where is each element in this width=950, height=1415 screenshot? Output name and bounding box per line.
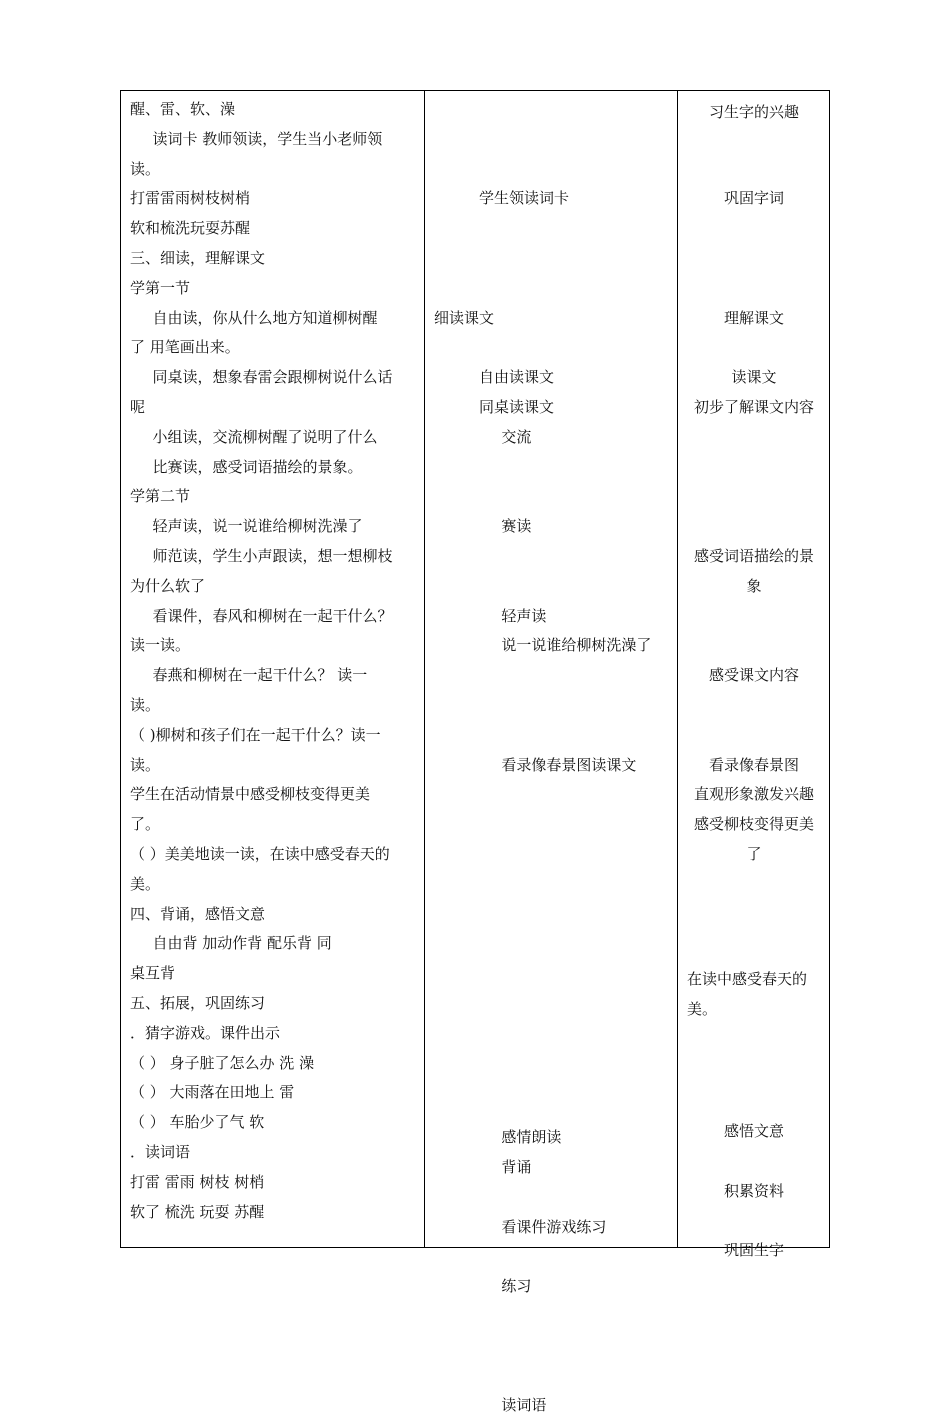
text-line: 感情朗读 — [501, 1128, 562, 1147]
text-line: 打雷 雷雨 树枝 树梢 — [130, 1172, 265, 1191]
text-line: 了 用笔画出来。 — [130, 338, 240, 357]
text-line: 背诵 — [501, 1157, 532, 1176]
text-line: 打雷雷雨树枝树梢 — [130, 189, 251, 208]
text-line: 巩固生字 — [723, 1241, 784, 1260]
text-line: 学第一节 — [130, 278, 191, 297]
text-line: 理解课文 — [723, 308, 784, 327]
text-line: 积累资料 — [723, 1181, 784, 1200]
text-line: 交流 — [501, 427, 532, 446]
text-line: 读。 — [130, 159, 161, 178]
text-line: （ )柳树和孩子们在一起干什么？读一 — [130, 725, 381, 744]
text-line: 醒、雷、软、澡 — [130, 100, 236, 118]
text-line: 感受词语描绘的景 — [693, 547, 814, 565]
text-line: 软了 梳洗 玩耍 苏醒 — [130, 1202, 265, 1221]
text-line: 象 — [746, 576, 762, 595]
text-line: 细读课文 — [434, 308, 495, 327]
text-line: 同桌读，想象春雷会跟柳树说什么话 — [152, 368, 393, 387]
text-line: 感悟文意 — [723, 1122, 784, 1141]
text-line: 自由读课文 — [478, 368, 554, 387]
text-line: 赛读 — [501, 517, 532, 536]
text-line: 练习 — [501, 1277, 532, 1296]
text-line: 三、细读，理解课文 — [130, 249, 266, 267]
text-line: 五、拓展，巩固练习 — [130, 994, 266, 1012]
text-line: 看课件，春风和柳树在一起干什么？ — [152, 606, 393, 625]
text-line: 巩固字词 — [723, 189, 784, 208]
text-line: 学生领读词卡 — [478, 189, 569, 208]
text-line: 四、背诵，感悟文意 — [130, 904, 266, 923]
text-line: 桌互背 — [130, 964, 176, 983]
text-line: 看录像春景图读课文 — [501, 755, 637, 774]
text-line: 为什么软了 — [130, 576, 206, 595]
text-line: 看录像春景图 — [708, 755, 799, 774]
text-line: 春燕和柳树在一起干什么？ 读一 — [152, 666, 368, 685]
text-line: 美。 — [687, 999, 718, 1018]
text-line: 说一说谁给柳树洗澡了 — [501, 636, 652, 655]
text-line: （ ） 大雨落在田地上 雷 — [130, 1083, 295, 1102]
text-line: 读。 — [130, 696, 161, 714]
text-line: 自由读，你从什么地方知道柳树醒 — [152, 308, 378, 327]
text-line: （ ） 身子脏了怎么办 洗 澡 — [130, 1053, 315, 1072]
student-activity-column — [425, 91, 677, 1415]
text-line: 自由背 加动作背 配乐背 同 — [152, 934, 332, 953]
text-line: 了 — [746, 845, 762, 863]
text-line: 小组读，交流柳树醒了说明了什么 — [152, 427, 378, 446]
text-line: 读词卡 教师领读，学生当小老师领 — [152, 129, 383, 148]
text-line: 感受课文内容 — [708, 666, 799, 685]
text-line: 初步了解课文内容 — [693, 398, 814, 416]
text-line: （ ）美美地读一读，在读中感受春天的 — [130, 845, 390, 863]
text-line: 软和梳洗玩耍苏醒 — [130, 219, 251, 238]
text-line: ．猜字游戏。课件出示 — [130, 1023, 281, 1042]
text-line: 读词语 — [501, 1396, 547, 1415]
text-line: （ ） 车胎少了气 软 — [130, 1113, 265, 1132]
text-line: 同桌读课文 — [478, 398, 554, 416]
text-line: 学生在活动情景中感受柳枝变得更美 — [130, 785, 371, 804]
lesson-plan-table — [120, 90, 830, 1415]
design-intent-column — [678, 91, 830, 1260]
text-line: 学第二节 — [130, 487, 191, 506]
text-line: 轻声读，说一说谁给柳树洗澡了 — [152, 517, 363, 536]
teaching-process-column — [121, 91, 424, 1247]
text-line: 读。 — [130, 755, 161, 774]
text-line: 直观形象激发兴趣 — [693, 785, 814, 804]
text-line: 师范读，学生小声跟读，想一想柳枝 — [152, 547, 393, 565]
text-line: ．读词语 — [130, 1143, 191, 1161]
text-line: 美。 — [130, 874, 161, 893]
text-line: 了。 — [130, 815, 161, 834]
text-line: 看课件游戏练习 — [501, 1217, 607, 1236]
text-line: 在读中感受春天的 — [687, 970, 808, 989]
text-line: 感受柳枝变得更美 — [693, 815, 814, 834]
text-line: 呢 — [130, 398, 146, 416]
text-line: 读课文 — [731, 368, 777, 387]
text-line: 比赛读，感受词语描绘的景象。 — [152, 457, 363, 476]
text-line: 读一读。 — [130, 636, 191, 655]
text-line: 轻声读 — [501, 606, 547, 625]
text-line: 习生字的兴趣 — [708, 102, 799, 121]
